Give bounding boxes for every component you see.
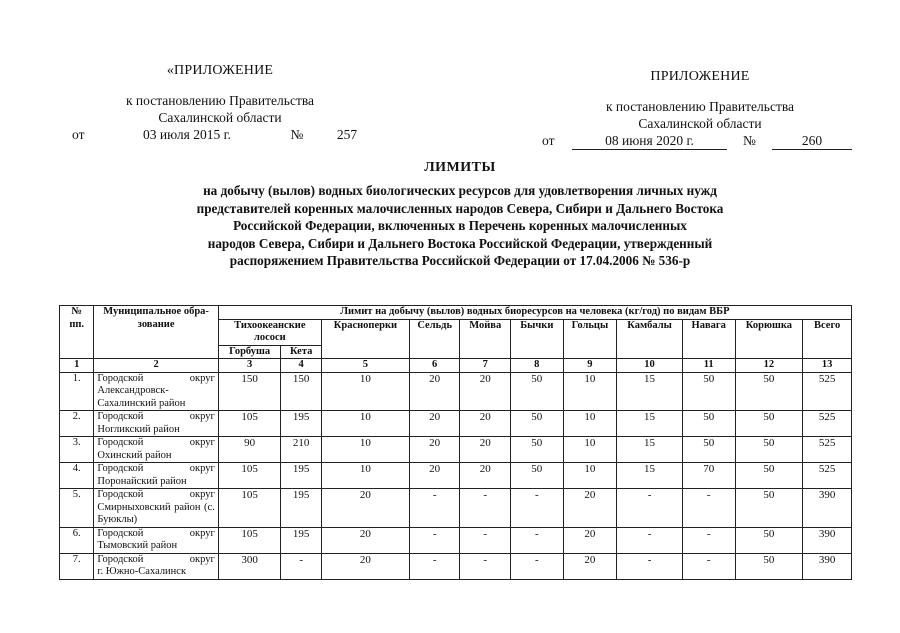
limit-value: 20	[563, 489, 617, 528]
limit-value: 50	[735, 527, 803, 553]
header-limit-group: Лимит на добычу (вылов) водных биоресурсов на человека (кг/год) по видам ВБР	[218, 306, 851, 320]
municipality-name	[94, 411, 218, 437]
header-gorbusha: Горбуша	[218, 345, 281, 359]
limit-value: 20	[460, 372, 511, 411]
limit-value: -	[617, 553, 683, 579]
old-appendix-dateline	[60, 126, 380, 143]
municipality-type-suffix: округ	[189, 411, 215, 422]
limit-value: 10	[563, 463, 617, 489]
row-number: 7.	[60, 553, 94, 579]
number-sign: №	[743, 133, 756, 148]
row-number: 3.	[60, 437, 94, 463]
municipality-name-rest: Поронайский район	[97, 475, 187, 487]
municipality-name-rest: г. Южно-Сахалинск	[97, 566, 187, 577]
limits-table	[59, 305, 852, 580]
limit-value: 195	[281, 411, 321, 437]
municipality-name-rest: Тымовский район	[97, 540, 178, 551]
limit-value: 50	[511, 411, 564, 437]
header-koryushka: Корюшка	[735, 319, 803, 359]
subtitle-line: на добычу (вылов) водных биологических ресурсов для удовлетворения личных нужд	[203, 183, 717, 198]
limit-value: -	[460, 553, 511, 579]
row-number: 4.	[60, 463, 94, 489]
limit-value: 195	[281, 463, 321, 489]
limit-value: 195	[281, 527, 321, 553]
table-row	[60, 372, 852, 411]
document-title-block	[150, 160, 770, 270]
limit-value: 50	[511, 463, 564, 489]
limit-value: 105	[218, 411, 281, 437]
subtitle-line: представителей коренных малочисленных народов Севера, Сибири и Дальнего Востока	[196, 200, 724, 216]
column-number: 1	[60, 359, 94, 373]
limit-value: 20	[460, 437, 511, 463]
header-bychki: Бычки	[511, 319, 564, 359]
old-appendix-line1: к постановлению Правительства	[125, 93, 315, 108]
limit-value: -	[682, 489, 735, 528]
limit-value: 50	[682, 411, 735, 437]
limit-value: 15	[617, 463, 683, 489]
limit-value: 525	[803, 463, 852, 489]
limit-value: 10	[563, 411, 617, 437]
limit-value: 15	[617, 411, 683, 437]
table-row	[60, 463, 852, 489]
municipality-type-suffix: округ	[189, 527, 215, 539]
municipality-name	[94, 527, 218, 553]
limit-value: -	[682, 527, 735, 553]
new-appendix-header	[530, 68, 870, 150]
new-date: 08 июня 2020 г.	[572, 132, 727, 150]
from-label: от	[72, 127, 85, 142]
new-number: 260	[772, 132, 852, 150]
column-number: 7	[460, 359, 511, 373]
old-appendix-line2: Сахалинской области	[158, 110, 282, 125]
limit-value: -	[617, 527, 683, 553]
column-number-row	[60, 359, 852, 373]
column-number: 4	[281, 359, 321, 373]
table-row	[60, 489, 852, 528]
municipality-type: Городской	[97, 372, 144, 384]
old-number: 257	[336, 127, 358, 142]
header-keta: Кета	[281, 345, 321, 359]
municipality-name-first-line	[97, 437, 214, 450]
column-number: 8	[511, 359, 564, 373]
limit-value: -	[511, 489, 564, 528]
header-kambaly: Камбалы	[617, 319, 683, 359]
limit-value: 390	[803, 527, 852, 553]
limit-value: -	[511, 527, 564, 553]
limit-value: 390	[803, 553, 852, 579]
document-title: ЛИМИТЫ	[424, 160, 496, 175]
limit-value: 50	[735, 553, 803, 579]
header-seld: Сельдь	[409, 319, 460, 359]
new-appendix-title: ПРИЛОЖЕНИЕ	[650, 69, 750, 84]
limit-value: 105	[218, 463, 281, 489]
limit-value: 50	[511, 437, 564, 463]
row-number: 5.	[60, 489, 94, 528]
limit-value: 195	[281, 489, 321, 528]
limit-value: 90	[218, 437, 281, 463]
municipality-type-suffix: округ	[189, 553, 215, 565]
column-number: 12	[735, 359, 803, 373]
header-pacific-salmon: Тихоокеанские лососи	[218, 319, 321, 345]
limit-value: -	[460, 489, 511, 528]
limit-value: 15	[617, 437, 683, 463]
old-appendix-header	[60, 62, 380, 143]
header-navaga: Навага	[682, 319, 735, 359]
row-number: 1.	[60, 372, 94, 411]
limit-value: 70	[682, 463, 735, 489]
limit-value: 50	[735, 463, 803, 489]
municipality-type: Городской	[97, 527, 144, 539]
limit-value: 390	[803, 489, 852, 528]
limit-value: 525	[803, 372, 852, 411]
municipality-type: Городской	[97, 463, 144, 474]
municipality-name	[94, 463, 218, 489]
municipality-name	[94, 437, 218, 463]
header-municipality: Муниципальное обра-зование	[94, 306, 218, 359]
limit-value: 10	[563, 437, 617, 463]
header-total: Всего	[803, 319, 852, 359]
limit-value: 20	[409, 437, 460, 463]
column-number: 3	[218, 359, 281, 373]
limit-value: 10	[321, 437, 409, 463]
column-number: 11	[682, 359, 735, 373]
new-appendix-dateline	[530, 132, 870, 150]
limit-value: 210	[281, 437, 321, 463]
column-number: 5	[321, 359, 409, 373]
limit-value: 20	[409, 372, 460, 411]
from-label: от	[542, 133, 555, 148]
municipality-name	[94, 372, 218, 411]
header-no: № пп.	[60, 306, 94, 359]
limit-value: 10	[563, 372, 617, 411]
limit-value: -	[617, 489, 683, 528]
limit-value: 20	[563, 527, 617, 553]
municipality-type: Городской	[97, 437, 144, 448]
column-number: 6	[409, 359, 460, 373]
municipality-type-suffix: округ	[189, 489, 215, 500]
municipality-name	[94, 489, 218, 528]
municipality-name-first-line	[97, 373, 214, 386]
municipality-type-suffix: округ	[189, 437, 215, 448]
limit-value: 20	[460, 463, 511, 489]
table-body	[60, 372, 852, 579]
municipality-type: Городской	[97, 411, 144, 422]
table-row	[60, 437, 852, 463]
column-number: 10	[617, 359, 683, 373]
municipality-type: Городской	[97, 489, 144, 500]
limit-value: -	[281, 553, 321, 579]
row-number: 6.	[60, 527, 94, 553]
limit-value: -	[409, 527, 460, 553]
limit-value: 50	[735, 437, 803, 463]
municipality-name-first-line	[97, 489, 214, 502]
column-number: 13	[803, 359, 852, 373]
limit-value: 150	[281, 372, 321, 411]
limit-value: 50	[735, 489, 803, 528]
municipality-name-first-line	[97, 411, 214, 424]
limit-value: 20	[321, 553, 409, 579]
column-number: 2	[94, 359, 218, 373]
municipality-name-first-line	[97, 528, 214, 541]
document-subtitle	[150, 182, 770, 270]
new-appendix-line1: к постановлению Правительства	[605, 99, 795, 114]
municipality-type-suffix: округ	[189, 372, 215, 384]
new-appendix-line2: Сахалинской области	[638, 116, 762, 131]
limit-value: 10	[321, 463, 409, 489]
limit-value: 15	[617, 372, 683, 411]
column-number: 9	[563, 359, 617, 373]
limit-value: 105	[218, 527, 281, 553]
header-krasnoperki: Красноперки	[321, 319, 409, 359]
municipality-type-suffix: округ	[189, 463, 215, 474]
limit-value: -	[409, 489, 460, 528]
limit-value: 525	[803, 411, 852, 437]
limit-value: -	[682, 553, 735, 579]
limit-value: 20	[563, 553, 617, 579]
header-goltsy: Гольцы	[563, 319, 617, 359]
municipality-name-first-line	[97, 463, 214, 476]
limit-value: 20	[409, 463, 460, 489]
limit-value: -	[511, 553, 564, 579]
limit-value: 150	[218, 372, 281, 411]
limit-value: 50	[735, 411, 803, 437]
table-row	[60, 553, 852, 579]
limit-value: 20	[321, 527, 409, 553]
municipality-name-rest: Александровск-Сахалинский район	[97, 385, 186, 409]
limit-value: 20	[460, 411, 511, 437]
row-number: 2.	[60, 411, 94, 437]
limit-value: 300	[218, 553, 281, 579]
municipality-name-first-line	[97, 554, 214, 567]
municipality-name-rest: Ногликский район	[97, 423, 180, 435]
old-appendix-title: «ПРИЛОЖЕНИЕ	[166, 63, 274, 78]
number-sign: №	[290, 127, 304, 142]
limit-value: 10	[321, 372, 409, 411]
subtitle-line: Российской Федерации, включенных в Перечень коренных малочисленных	[233, 218, 687, 233]
municipality-name	[94, 553, 218, 579]
limit-value: 525	[803, 437, 852, 463]
limit-value: 50	[511, 372, 564, 411]
subtitle-line: распоряжением Правительства Российской Федерации от 17.04.2006 № 536-р	[229, 253, 691, 268]
old-date: 03 июля 2015 г.	[143, 127, 231, 142]
header-moiva: Мойва	[460, 319, 511, 359]
municipality-name-rest: Смирныховский район (с. Буюклы)	[97, 501, 215, 525]
limit-value: 20	[409, 411, 460, 437]
table-row	[60, 527, 852, 553]
municipality-name-rest: Охинский район	[97, 449, 172, 461]
limit-value: 105	[218, 489, 281, 528]
limit-value: 50	[735, 372, 803, 411]
limit-value: 10	[321, 411, 409, 437]
subtitle-line: народов Севера, Сибири и Дальнего Востока Российской Федерации, утвержденный	[207, 235, 713, 251]
limit-value: -	[409, 553, 460, 579]
municipality-type: Городской	[97, 553, 144, 565]
limit-value: 20	[321, 489, 409, 528]
limit-value: 50	[682, 437, 735, 463]
limit-value: 50	[682, 372, 735, 411]
table-row	[60, 411, 852, 437]
limit-value: -	[460, 527, 511, 553]
